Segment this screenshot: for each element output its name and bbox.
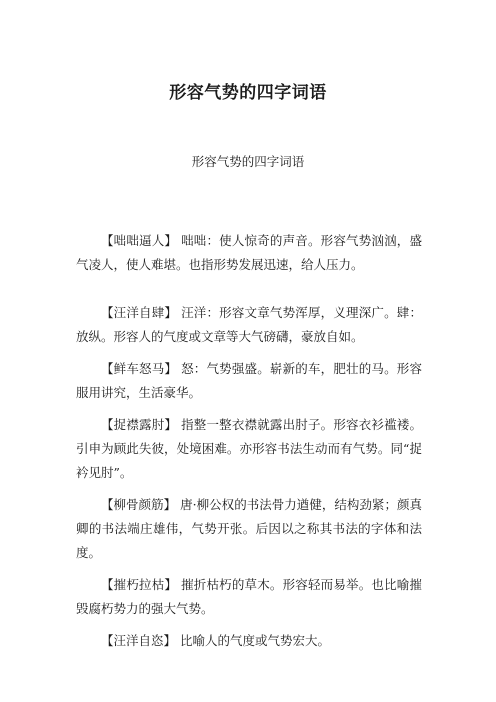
entry-definition: 比喻人的气度或气势宏大。 (180, 633, 331, 648)
entry (76, 229, 422, 277)
entry-term: 【柳骨颜筋】 (101, 497, 177, 512)
entry-definition: 唐·柳公权的书法骨力遒健，结构劲紧；颜真卿的书法端庄雄伟，气势开张。后因以之称其书法的字体和法度。 (76, 497, 422, 560)
entry-term: 【捉襟露肘】 (101, 417, 178, 432)
entry-list (76, 229, 422, 661)
entry (76, 413, 422, 485)
document-title: 形容气势的四字词语 (169, 83, 327, 103)
entry (76, 629, 422, 653)
entry-definition: 摧折枯朽的草木。形容轻而易举。也比喻摧毁腐朽势力的强大气势。 (76, 577, 422, 616)
entry (76, 493, 422, 565)
entry-definition: 怒：气势强盛。崭新的车，肥壮的马。形容服用讲究，生活豪华。 (76, 361, 422, 400)
entry-term: 【摧朽拉枯】 (101, 577, 178, 592)
entry (76, 357, 422, 405)
entry (76, 573, 422, 621)
entry-term: 【汪洋自肆】 (101, 305, 178, 320)
entry-definition: 咄咄：使人惊奇的声音。形容气势汹汹，盛气凌人，使人难堪。也指形势发展迅速，给人压力。 (76, 233, 422, 272)
entry-definition: 汪洋：形容文章气势浑厚，义理深广。肆：放纵。形容人的气度或文章等大气磅礴，豪放自如。 (76, 305, 422, 344)
entry-term: 【鲜车怒马】 (101, 361, 178, 376)
entry (76, 301, 422, 349)
entry-definition: 指整一整衣襟就露出肘子。形容衣衫褴褛。引申为顾此失彼，处境困难。亦形容书法生动而有气势。同“捉衿见肘”。 (76, 417, 422, 480)
entry-term: 【咄咄逼人】 (101, 233, 178, 248)
document-subtitle: 形容气势的四字词语 (191, 154, 305, 169)
entry-term: 【汪洋自恣】 (101, 633, 177, 648)
